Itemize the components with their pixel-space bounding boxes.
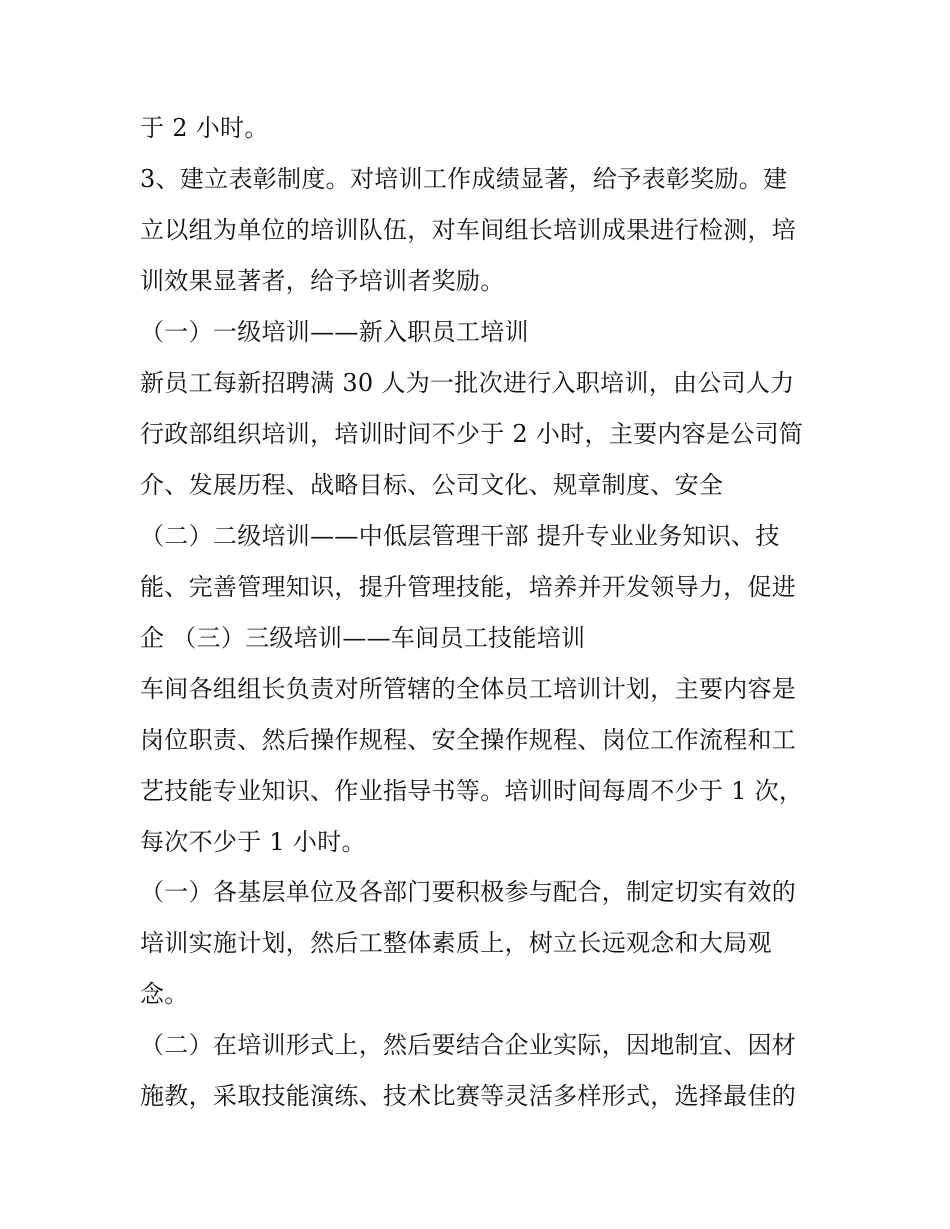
text-line: 介、发展历程、战略目标、公司文化、规章制度、安全	[140, 471, 724, 499]
text-line: （二）在培训形式上，然后要结合企业实际，因地制宜、因材	[140, 1031, 797, 1059]
text-line: 岗位职责、然后操作规程、安全操作规程、岗位工作流程和工	[140, 726, 797, 754]
text-line: 训效果显著者，给予培训者奖励。	[140, 267, 505, 295]
text-line: 新员工每新招聘满 30 人为一批次进行入职培训，由公司人力	[140, 369, 795, 397]
section-heading: （一）一级培训——新入职员工培训	[140, 318, 529, 346]
text-line: 念。	[140, 980, 189, 1008]
text-line: 培训实施计划，然后工整体素质上，树立长远观念和大局观	[140, 929, 772, 957]
text-line: 3、建立表彰制度。对培训工作成绩显著，给予表彰奖励。建	[140, 165, 788, 193]
text-line: （一）各基层单位及各部门要积极参与配合，制定切实有效的	[140, 878, 797, 906]
section-heading: （二）二级培训——中低层管理干部 提升专业业务知识、技	[140, 522, 780, 550]
text-line: 每次不少于 1 小时。	[140, 828, 366, 856]
text-line: 艺技能专业知识、作业指导书等。培训时间每周不少于 1 次，	[140, 777, 804, 805]
text-line: 行政部组织培训，培训时间不少于 2 小时，主要内容是公司简	[140, 420, 804, 448]
text-line: 施教，采取技能演练、技术比赛等灵活多样形式，选择最佳的	[140, 1082, 797, 1110]
text-line: 能、完善管理知识，提升管理技能，培养并开发领导力，促进	[140, 573, 797, 601]
section-heading: 企 （三）三级培训——车间员工技能培训	[140, 624, 586, 652]
text-line: 于 2 小时。	[140, 114, 269, 142]
text-line: 车间各组组长负责对所管辖的全体员工培训计划，主要内容是	[140, 675, 797, 703]
text-line: 立以组为单位的培训队伍，对车间组长培训成果进行检测，培	[140, 216, 797, 244]
